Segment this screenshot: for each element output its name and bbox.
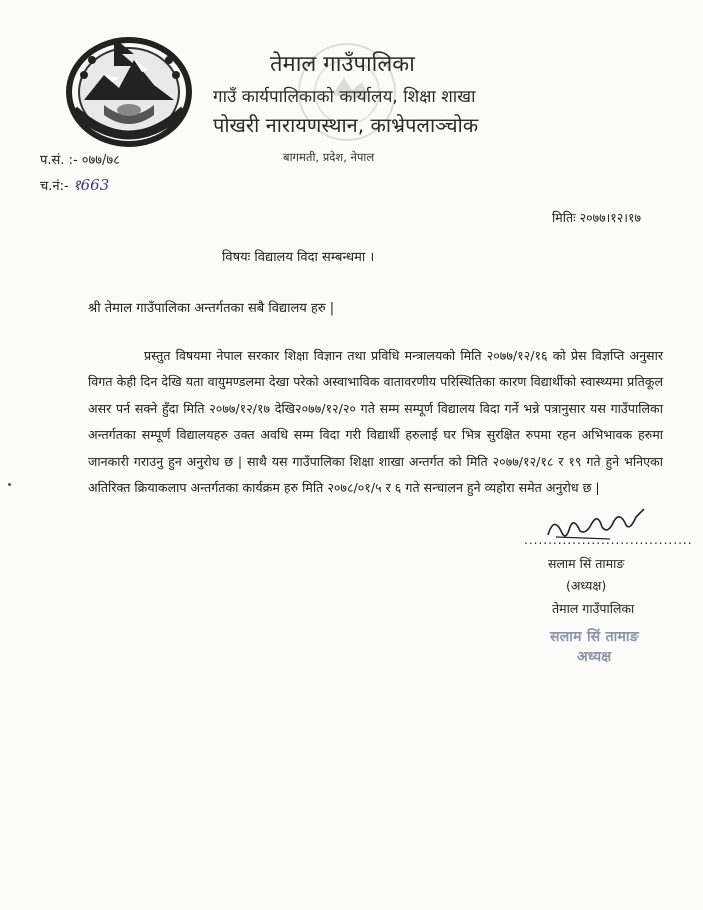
letter-body: प्रस्तुत विषयमा नेपाल सरकार शिक्षा विज्ञान तथा प्रविधि मन्त्रालयको मिति २०७७/१२/१६ को प्रेस विज्ञप्ति अनुसार विगत केही दिन देखि यता वायुमण्डलमा देखा परेको अस्वाभाविक वातावरणीय परिस्थितिका कारण विद्यार्थीको स्वास्थ्यमा प्रतिकूल असर पर्न सक्ने हुँदा मिति २०७७/१२/१७ देखि२०७७/१२/२० गते सम्म सम्पूर्ण विद्यालय विदा गर्ने भन्ने पत्रानुसार यस गाउँपालिका अन्तर्गतका सम्पूर्ण विद्यालयहरु उक्त अवधि सम्म विदा गरी विद्यार्थी हरुलाई घर भित्र सुरक्षित रुपमा रहन अभिभावक हरुमा जानकारी गराउनु हुन अनुरोध छ | साथै यस गाउँपालिका शिक्षा शाखा अन्तर्गत को मिति २०७७/१२/१८ र १९ गते हुने भनिएका अतिरिक्त क्रियाकलाप अन्तर्गतका कार्यक्रम हरु मिति २०७८/०१/५ र ६ गते सन्चालन हुने व्यहोरा समेत अनुरोध छ | <box>88 348 663 496</box>
signatory-role: (अध्यक्ष) <box>566 578 607 593</box>
letterhead-location: पोखरी नारायणस्थान, काभ्रेपलाञ्चोक <box>213 113 479 137</box>
signature-line: ................................... <box>524 533 693 547</box>
signatory-office: तेमाल गाउँपालिका <box>552 601 635 616</box>
letter-date: मितिः २०७७।१२।१७ <box>552 210 642 225</box>
emblem-graphic <box>64 30 194 148</box>
letterhead-address: बागमती, प्रदेश, नेपाल <box>283 150 375 164</box>
letter-subject: विषयः विद्यालय विदा सम्बन्धमा । <box>222 250 375 265</box>
dispatch-number-value: १663 <box>72 176 110 194</box>
letter-addressee: श्री तेमाल गाउँपालिका अन्तर्गतका सबै विद्यालय हरु | <box>88 301 335 316</box>
nepal-emblem-logo <box>64 30 194 148</box>
letter-reference-number: प.सं. :- ०७७/७८ <box>40 153 120 168</box>
letterhead-title: तेमाल गाउँपालिका <box>270 52 415 77</box>
scan-speck <box>8 483 11 486</box>
letterhead-office: गाउँ कार्यपालिकाको कार्यालय, शिक्षा शाखा <box>213 87 476 107</box>
signatory-name: सलाम सिं तामाङ <box>548 556 625 571</box>
dispatch-number <box>40 175 109 195</box>
role-stamp: अध्यक्ष <box>577 649 612 665</box>
name-stamp: सलाम सिं तामाङ <box>550 629 640 645</box>
dispatch-number-label: च.नं:- <box>40 179 69 194</box>
